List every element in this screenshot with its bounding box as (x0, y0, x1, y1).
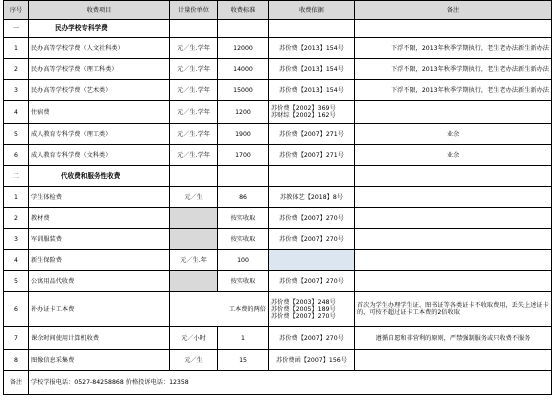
cell-basis: 苏价费【2013】154号 (269, 59, 355, 80)
section-row (4, 20, 552, 38)
cell-unit: 元／生.学年 (170, 38, 218, 59)
cell-unit: 元／生.学年 (170, 80, 218, 101)
table-row (4, 250, 552, 271)
cell-unit (170, 208, 218, 229)
cell-standard: 按实收取 (218, 271, 269, 292)
cell-item: 成人教育专科学费（理工类） (29, 124, 170, 145)
cell-note (355, 101, 552, 124)
cell-basis: 苏价费【2007】270号 (269, 229, 355, 250)
table-row (4, 292, 552, 327)
cell-note (355, 229, 552, 250)
cell-unit: 元／生.学年 (170, 145, 218, 166)
cell-item: 课余时间使用计算机收费 (29, 327, 170, 350)
table-row (4, 101, 552, 124)
cell-note: 业余 (355, 124, 552, 145)
cell-no: 8 (4, 350, 29, 371)
cell-no: 3 (4, 80, 29, 101)
cell-no: 5 (4, 124, 29, 145)
cell-item: 民办高等学校学费（艺术类） (29, 80, 170, 101)
cell-basis: 苏价费【2007】270号 (269, 271, 355, 292)
cell-item: 成人教育专科学费（文科类） (29, 145, 170, 166)
cell-basis: 苏价费函【2007】156号 (269, 350, 355, 371)
table-row (4, 271, 552, 292)
cell-standard: 1200 (218, 101, 269, 124)
cell-no: 3 (4, 229, 29, 250)
cell-standard: 按实收取 (218, 208, 269, 229)
cell-unit (170, 271, 218, 292)
section-index: 一 (4, 20, 29, 38)
section-row (4, 166, 552, 187)
cell-no: 5 (4, 271, 29, 292)
cell-unit: 元／生 (170, 187, 218, 208)
basis-line: 苏价费【2003】248号 (271, 298, 336, 306)
cell-no: 6 (4, 145, 29, 166)
cell-no: 1 (4, 38, 29, 59)
cell-no: 2 (4, 208, 29, 229)
footer-row (4, 371, 552, 395)
cell-note (355, 350, 552, 371)
cell-no: 2 (4, 59, 29, 80)
basis-line: 苏财综【2002】162号 (271, 112, 336, 119)
table-row (4, 145, 552, 166)
cell-note (355, 271, 552, 292)
cell-basis: 苏价费【2007】271号 (269, 124, 355, 145)
basis-line: 苏价费【2005】189号 (271, 305, 336, 313)
cell-basis (269, 292, 355, 327)
cell-no: 1 (4, 187, 29, 208)
cell-item: 图像信息采集费 (29, 350, 170, 371)
cell-basis: 苏价费【2007】271号 (269, 145, 355, 166)
section-title: 代收费和服务性收费 (29, 166, 170, 187)
header-item: 收费项目 (29, 1, 170, 20)
cell-standard: 100 (218, 250, 269, 271)
header-row (4, 1, 552, 20)
cell-no: 6 (4, 292, 29, 327)
cell-standard: 1700 (218, 145, 269, 166)
header-index: 序号 (4, 1, 29, 20)
cell-note (355, 187, 552, 208)
cell-basis: 苏价费【2007】270号 (269, 327, 355, 350)
cell-note (355, 250, 552, 271)
cell-note: 下浮不限，2013年秋季学期执行，老生老办法新生新办法 (355, 38, 552, 59)
footer-text: 学校学报电话：0527-84258868 价格投诉电话：12358 (29, 371, 552, 395)
table-row (4, 80, 552, 101)
cell-standard: 14000 (218, 59, 269, 80)
cell-standard: 1900 (218, 124, 269, 145)
cell-basis: 苏教体艺【2018】8号 (269, 187, 355, 208)
cell-basis: 苏价费【2013】154号 (269, 38, 355, 59)
cell-standard: 86 (218, 187, 269, 208)
cell-basis: 苏价费【2007】270号 (269, 208, 355, 229)
cell-item: 民办高等学校学费（人文社科类） (29, 38, 170, 59)
cell-unit (170, 229, 218, 250)
cell-basis: 苏价费【2013】154号 (269, 80, 355, 101)
cell-item: 补办证卡工本费 (29, 292, 170, 327)
cell-unit: 元／生.学年 (170, 124, 218, 145)
cell-item: 军训服装费 (29, 229, 170, 250)
table-row (4, 327, 552, 350)
cell-no: 4 (4, 250, 29, 271)
cell-unit: 元／小时 (170, 327, 218, 350)
cell-note: 首次为学生办理学生证、图书证等各类证卡不收取费用，丢失上述证卡的，可按不超过证卡工本费的2倍收取 (355, 292, 552, 327)
table-row (4, 59, 552, 80)
cell-note: 遵循自愿和非营利的原则，严禁强制服务或只收费不服务 (355, 327, 552, 350)
cell-note (355, 208, 552, 229)
section-title: 民办学校专科学费 (29, 20, 170, 38)
cell-standard: 1 (218, 327, 269, 350)
header-unit: 计量价单位 (170, 1, 218, 20)
cell-unit: 元／生.学年 (170, 101, 218, 124)
cell-unit: 元／生 (170, 350, 218, 371)
header-basis: 收费依据 (269, 1, 355, 20)
cell-item: 学生体检费 (29, 187, 170, 208)
cell-standard: 15 (218, 350, 269, 371)
table-row (4, 350, 552, 371)
cell-item: 教材费 (29, 208, 170, 229)
cell-no: 4 (4, 101, 29, 124)
basis-line: 苏价费【2007】270号 (271, 312, 336, 320)
table-row (4, 124, 552, 145)
cell-note: 下浮不限，2013年秋季学期执行，老生老办法新生新办法 (355, 80, 552, 101)
cell-standard: 工本费的两倍 (170, 292, 269, 327)
fee-table (3, 0, 552, 395)
cell-basis (269, 250, 355, 271)
basis-line: 苏价费【2002】369号 (271, 105, 336, 112)
table-row (4, 38, 552, 59)
cell-item: 住宿费 (29, 101, 170, 124)
table-row (4, 208, 552, 229)
table-row (4, 187, 552, 208)
cell-basis (269, 101, 355, 124)
section-index: 二 (4, 166, 29, 187)
cell-note: 下浮不限，2013年秋季学期执行，老生老办法新生新办法 (355, 59, 552, 80)
cell-item: 新生保险费 (29, 250, 170, 271)
cell-item: 民办高等学校学费（理工科类） (29, 59, 170, 80)
cell-unit: 元／生.学年 (170, 59, 218, 80)
table-row (4, 229, 552, 250)
cell-no: 7 (4, 327, 29, 350)
footer-label: 备注 (4, 371, 29, 395)
cell-standard: 按实收取 (218, 229, 269, 250)
cell-unit: 元／生.年 (170, 250, 218, 271)
header-note: 备注 (355, 1, 552, 20)
cell-standard: 12000 (218, 38, 269, 59)
cell-note: 业余 (355, 145, 552, 166)
cell-item: 公寓用品代收费 (29, 271, 170, 292)
header-standard: 收费标准 (218, 1, 269, 20)
cell-standard: 15000 (218, 80, 269, 101)
